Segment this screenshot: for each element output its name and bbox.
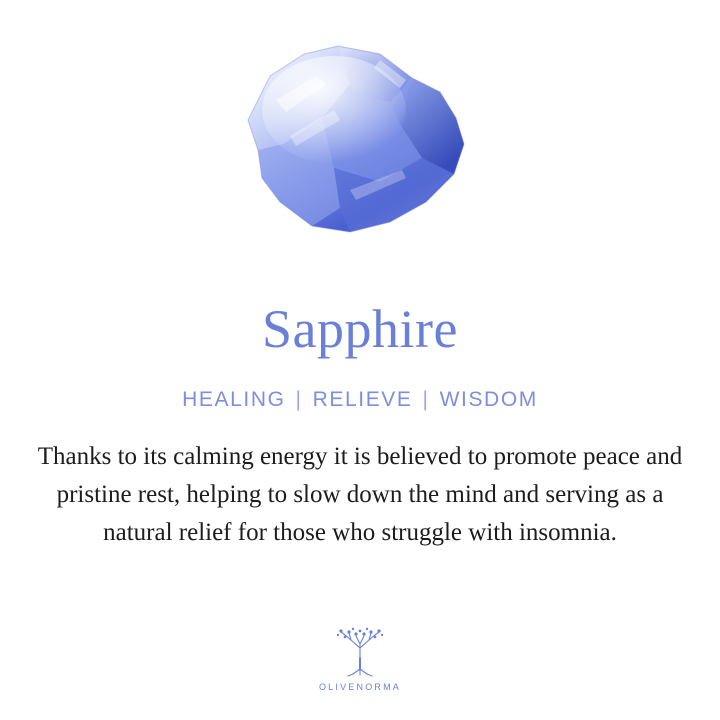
keyword-separator: |	[295, 388, 303, 411]
brand-name: OLIVENORMA	[318, 682, 401, 692]
sapphire-crystal-icon	[230, 40, 490, 250]
description-text: Thanks to its calming energy it is believed to promote peace and pristine rest, helping to slow down the mind and serving as a natural relief for those who struggle with insomnia.	[37, 443, 683, 546]
brand-logo	[0, 624, 720, 692]
gemstone-image	[230, 40, 490, 250]
tree-of-life-icon	[329, 624, 391, 680]
gemstone-image-area	[0, 0, 720, 280]
keyword-relieve: RELIEVE	[312, 388, 413, 411]
crystal-glow	[262, 56, 406, 164]
keyword-healing: HEALING	[182, 388, 286, 411]
keyword-wisdom: WISDOM	[439, 388, 538, 411]
page-title: Sapphire	[262, 299, 458, 359]
keyword-separator: |	[422, 388, 430, 411]
keyword-list	[182, 388, 538, 412]
